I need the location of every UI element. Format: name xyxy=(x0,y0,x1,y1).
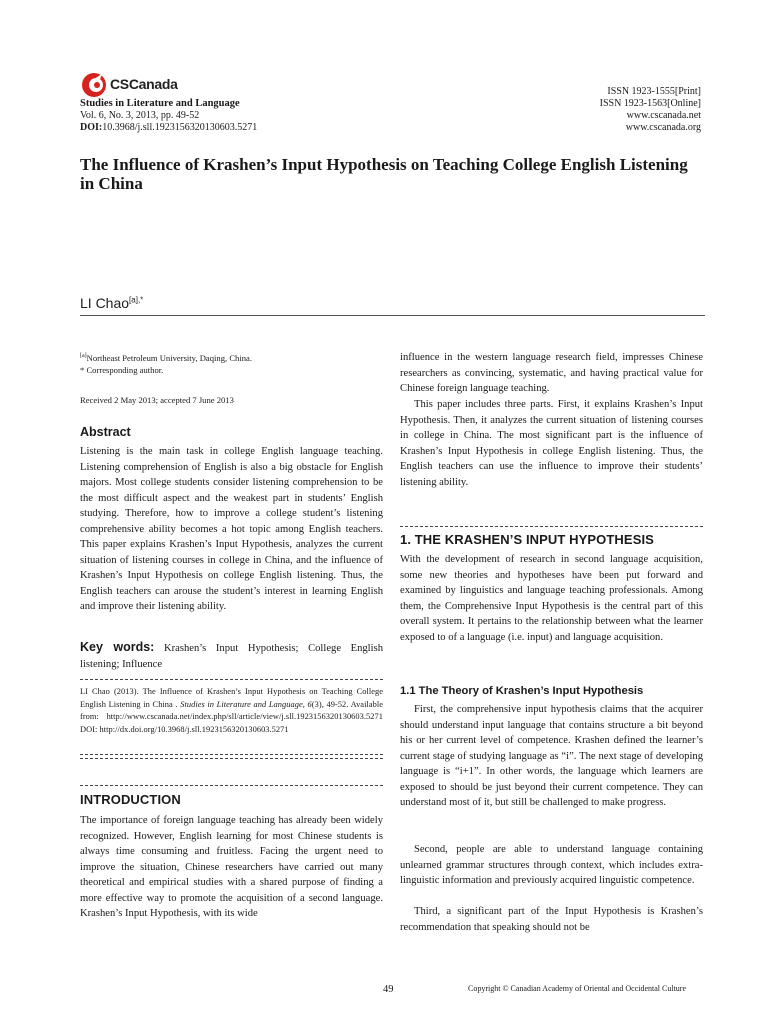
corresponding-author: * Corresponding author. xyxy=(80,364,164,375)
introduction-title: INTRODUCTION xyxy=(80,792,181,807)
abstract-text: Listening is the main task in college English language teaching. Listening comprehension of English is also a big obstacle for English majors. Most college students consider listening comprehension to be the most difficult aspect and the weakest part in students’ English studying. Therefore, how to improve a college student’s listening comprehensive ability becomes a hot topic among English teachers. This paper explains Krashen’s Input Hypothesis, analyzes the current situation of listening courses in college in China, and the influence of Krashen’s Input Hypothesis on college English listening. Thus, the English teachers can arouse the student’s interest in learning English and improve their listening ability. xyxy=(80,446,383,612)
subsection-para-2: Second, people are able to understand language containing unlearned grammar structures through context, which includes extra-linguistic information and previously acquired linguistic competence. xyxy=(400,844,703,886)
doi-line xyxy=(80,122,257,134)
author xyxy=(80,295,143,311)
intro-top-rule xyxy=(80,785,383,786)
section1-text: With the development of research in second language acquisition, some new theories and hypotheses have been put forward and examined by linguistics and language teaching professionals. Among them, the Comprehensive Input Hypothesis is the central part of this overall system. It pertains to the relationship between what the learner exposed to of a language (i.e. input) and language acquisition. xyxy=(400,554,703,643)
citation-top-rule xyxy=(80,679,383,680)
introduction-text: The importance of foreign language teaching has already been widely recognized. However, English learning for most Chinese students is always time consuming and fruitless. Facing the urgent need to improve the situation, Chinese researchers have carried out many theoretical and empirical studies with a shared purpose of finding a more effective way to promote the acquisition of a second language. Krashen’s Input Hypothesis, with its wide xyxy=(80,815,383,919)
issn-online: ISSN 1923-1563[Online] xyxy=(599,98,701,109)
logo-text: CSCanada xyxy=(110,76,178,92)
header-divider xyxy=(80,315,705,316)
paper-title: The Influence of Krashen’s Input Hypothesis on Teaching College English Listening in China xyxy=(80,155,688,193)
copyright: Copyright © Canadian Academy of Oriental and Occidental Culture xyxy=(468,984,687,993)
citation-bottom-rule xyxy=(80,754,383,755)
section1-top-rule xyxy=(400,526,703,527)
citation-lead: LI Chao (2013). The Influence of Krashen’s Input Hypothesis on Teaching College English Listening in China . xyxy=(80,687,383,709)
section1-heading xyxy=(400,532,703,550)
affiliation xyxy=(80,350,383,376)
author-name: LI Chao xyxy=(80,295,130,311)
section1-title: 1. THE KRASHEN’S INPUT HYPOTHESIS xyxy=(400,532,654,547)
citation-journal: Studies in Literature and Language, xyxy=(180,699,305,709)
page-number: 49 xyxy=(383,984,394,995)
abstract-title: Abstract xyxy=(80,425,131,439)
journal-info xyxy=(80,98,257,134)
subsection-para-1: First, the comprehensive input hypothesis claims that the acquirer should understand input language that contains structure a bit beyond his or her current level of competence. Krashen defined the learner’s current stage of studying language as “i”. The next stage of developing language is “i+1”. In other words, the language which learners are exposed to should be just beyond their current competence. They can understand most of it, but still be challenged to make progress. xyxy=(400,704,703,808)
volume-info: Vol. 6, No. 3, 2013, pp. 49-52 xyxy=(80,110,200,121)
author-sup: [a],* xyxy=(129,295,144,305)
doi-value: 10.3968/j.sll.1923156320130603.5271 xyxy=(102,122,258,133)
website-link-2[interactable]: www.cscanada.org xyxy=(625,122,701,133)
citation-block xyxy=(80,686,383,736)
website-link-1[interactable]: www.cscanada.net xyxy=(626,110,701,121)
received-date: Received 2 May 2013; accepted 7 June 2013 xyxy=(80,395,234,405)
publisher-logo xyxy=(80,70,300,100)
issn-info xyxy=(600,86,701,134)
journal-name: Studies in Literature and Language xyxy=(80,98,240,109)
abstract-heading xyxy=(80,425,383,442)
right-para-2: This paper includes three parts. First, it explains Krashen’s Input Hypothesis. Then, it analyzes the current situation of listening courses in college in China. The most significant part is the influence of Krashen’s Input Hypothesis in college English listening. Thus, the English teachers can use the influence to improve their students’ listening ability. xyxy=(400,399,703,488)
cscanada-logo-icon xyxy=(80,70,110,100)
citation-volume: 6 xyxy=(307,699,312,709)
subsection-para-3: Third, a significant part of the Input Hypothesis is Krashen’s recommendation that speaking should not be xyxy=(400,906,703,933)
subsection-1-1-title: 1.1 The Theory of Krashen’s Input Hypothesis xyxy=(400,685,644,697)
keywords-label: Key words: xyxy=(80,640,155,654)
doi-label: DOI: xyxy=(80,122,103,133)
affiliation-sup: [a] xyxy=(80,353,87,359)
keywords-text: Krashen’s Input Hypothesis; College English listening; Influence xyxy=(80,643,383,670)
affiliation-text: Northeast Petroleum University, Daqing, China. xyxy=(86,352,252,363)
citation-tail: (3), 49-52. Available from: http://www.cscanada.net/index.php/sll/article/view/j.sll.1923156320130603.5271 DOI: http://dx.doi.org/10.3968/j.sll.1923156320130603.5271 xyxy=(80,699,383,734)
subsection-1-1-heading xyxy=(400,684,703,700)
right-para-1: influence in the western language research field, impresses Chinese researchers as convincing, systematic, and having practical value for Chinese foreign language teaching. xyxy=(400,352,703,394)
introduction-heading xyxy=(80,792,383,810)
issn-print: ISSN 1923-1555[Print] xyxy=(607,86,701,97)
citation-bottom-rule-2 xyxy=(80,758,383,759)
keywords xyxy=(80,640,383,672)
